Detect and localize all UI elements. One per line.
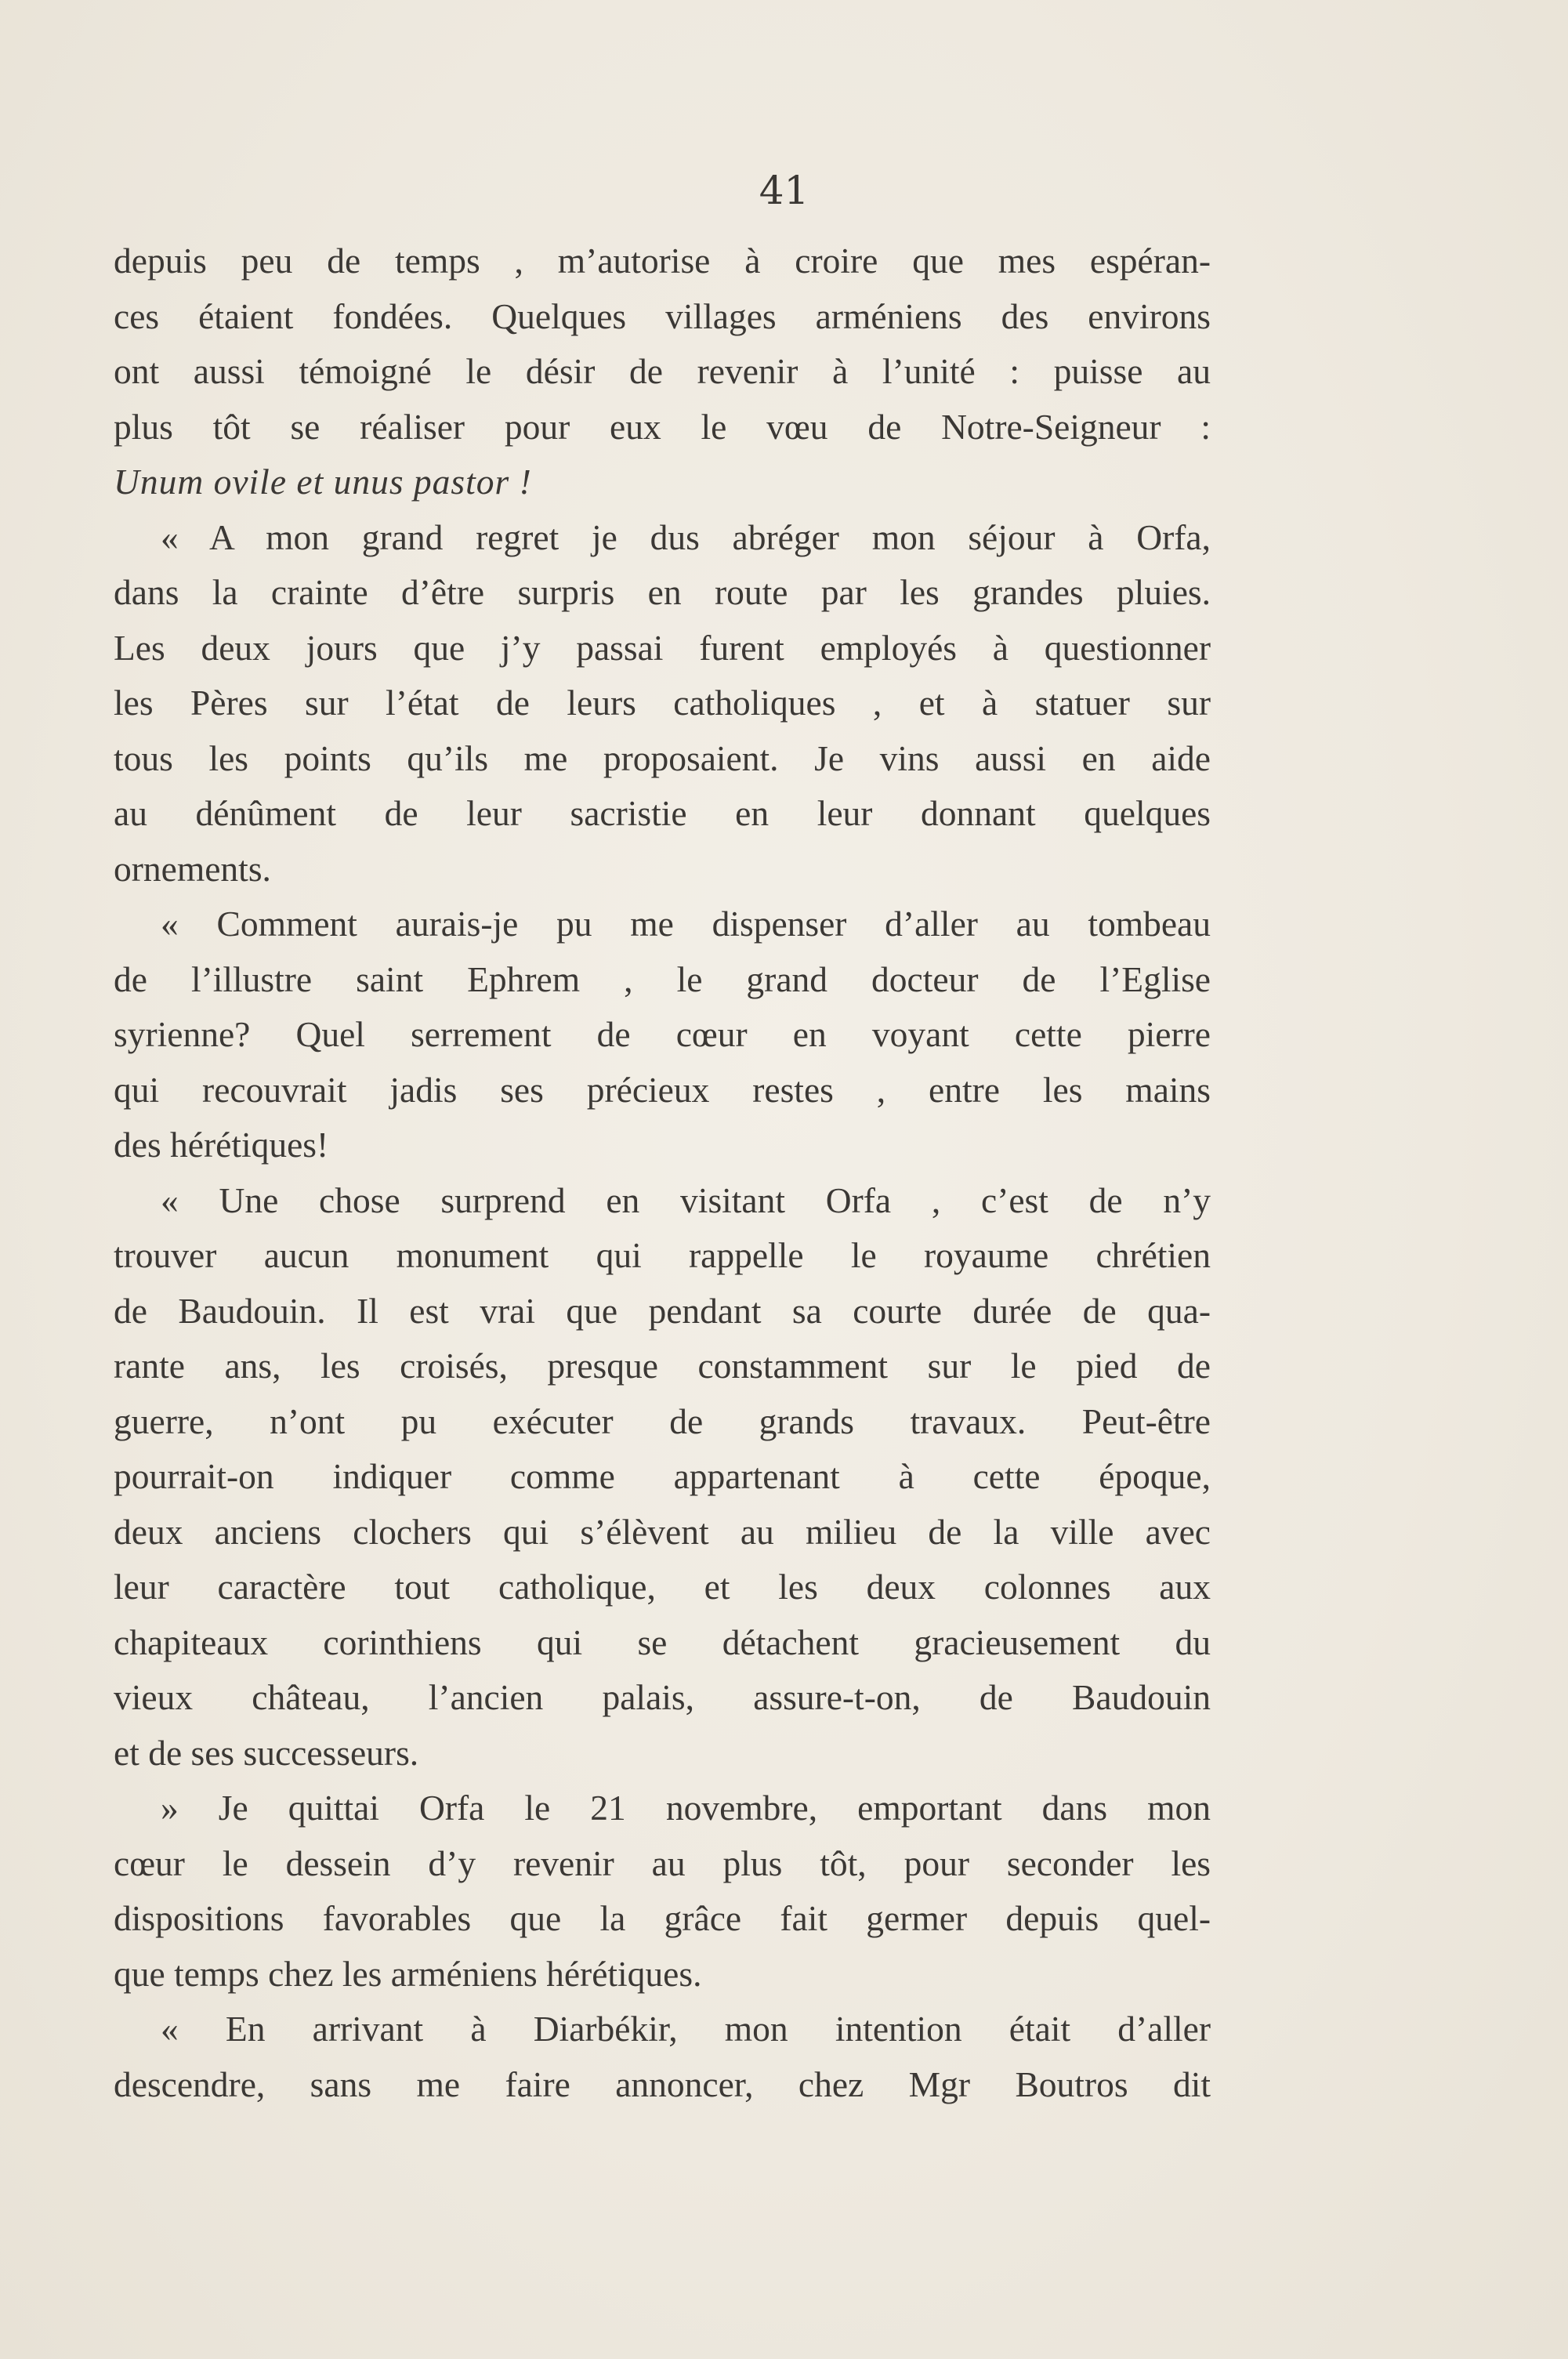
text-line: vieux château, l’ancien palais, assure-t-on, de Baudouin (114, 1677, 1211, 1717)
text-line: des hérétiques! (114, 1125, 329, 1165)
text-line: que temps chez les arméniens hérétiques. (114, 1953, 702, 1994)
text-line: » Je quittai Orfa le 21 novembre, emportant dans mon (161, 1788, 1211, 1828)
text-line: dans la crainte d’être surpris en route par les grandes pluies. (114, 572, 1211, 612)
text-line: Les deux jours que j’y passai furent employés à questionner (114, 627, 1211, 668)
text-line: qui recouvrait jadis ses précieux restes , entre les mains (114, 1069, 1211, 1110)
text-line: « Une chose surprend en visitant Orfa , c’est de n’y (161, 1180, 1211, 1220)
text-line: de Baudouin. Il est vrai que pendant sa courte durée de qua- (114, 1290, 1211, 1331)
text-line: les Pères sur l’état de leurs catholiques , et à statuer sur (114, 683, 1211, 723)
text-line: « En arrivant à Diarbékir, mon intention était d’aller (161, 2009, 1211, 2049)
text-line: tous les points qu’ils me proposaient. Je vins aussi en aide (114, 737, 1211, 778)
text-line: pourrait-on indiquer comme appartenant à cette époque, (114, 1456, 1211, 1496)
text-line: deux anciens clochers qui s’élèvent au milieu de la ville avec (114, 1511, 1211, 1552)
text-line: ornements. (114, 848, 271, 889)
text-line: « Comment aurais-je pu me dispenser d’aller au tombeau (161, 904, 1211, 944)
text-line: rante ans, les croisés, presque constamment sur le pied de (114, 1346, 1211, 1386)
text-line: syrienne? Quel serrement de cœur en voyant cette pierre (114, 1014, 1211, 1054)
text-line: descendre, sans me faire annoncer, chez Mgr Boutros dit (114, 2064, 1211, 2104)
text-line: cœur le dessein d’y revenir au plus tôt, pour seconder les (114, 1843, 1211, 1883)
body-text (114, 234, 1211, 2112)
text-line: guerre, n’ont pu exécuter de grands travaux. Peut-être (114, 1401, 1211, 1441)
text-line: depuis peu de temps , m’autorise à croire que mes espéran- (114, 241, 1211, 281)
text-line-latin-quote: Unum ovile et unus pastor ! (114, 462, 532, 502)
text-line: au dénûment de leur sacristie en leur donnant quelques (114, 793, 1211, 833)
text-line: chapiteaux corinthiens qui se détachent gracieusement du (114, 1622, 1211, 1662)
text-line: dispositions favorables que la grâce fait germer depuis quel- (114, 1898, 1211, 1938)
text-line: ces étaient fondées. Quelques villages arméniens des environs (114, 295, 1211, 336)
text-line: « A mon grand regret je dus abréger mon séjour à Orfa, (161, 516, 1211, 557)
text-line: plus tôt se réaliser pour eux le vœu de Notre-Seigneur : (114, 406, 1211, 447)
text-line: et de ses successeurs. (114, 1732, 419, 1773)
text-line: trouver aucun monument qui rappelle le royaume chrétien (114, 1235, 1211, 1275)
page-number: 41 (759, 168, 809, 213)
text-line: ont aussi témoigné le désir de revenir à l’unité : puisse au (114, 351, 1211, 391)
text-line: de l’illustre saint Ephrem , le grand docteur de l’Eglise (114, 958, 1211, 999)
text-line: leur caractère tout catholique, et les deux colonnes aux (114, 1567, 1211, 1607)
